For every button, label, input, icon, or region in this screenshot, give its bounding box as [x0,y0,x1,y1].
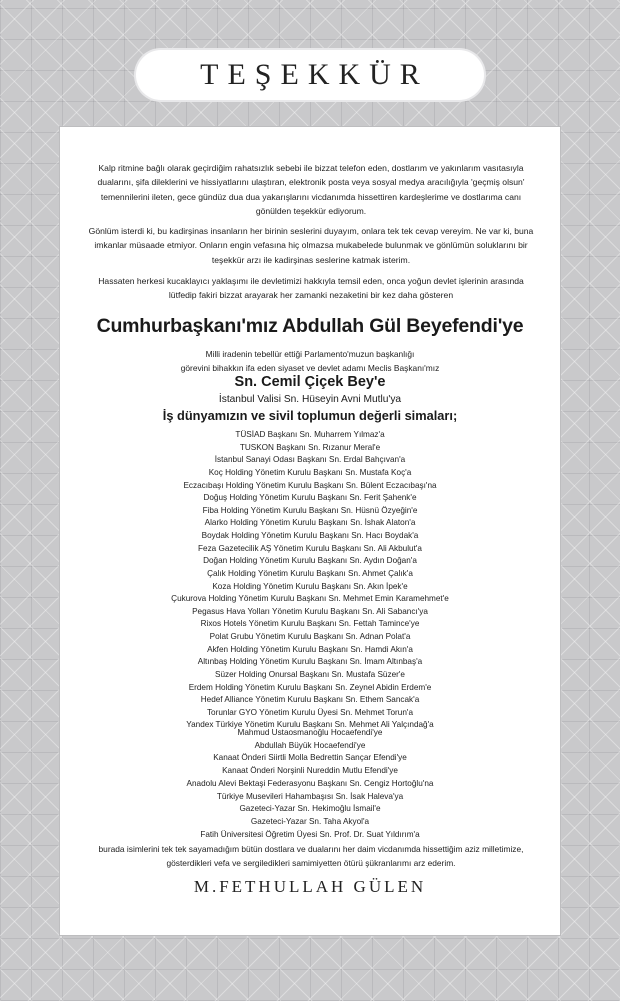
list-item: Süzer Holding Onursal Başkanı Sn. Mustafa Süzer'e [215,669,405,679]
president-headline: Cumhurbaşkanı'mız Abdullah Gül Beyefendi'ye [96,315,524,337]
list-item: Eczacıbaşı Holding Yönetim Kurulu Başkanı Sn. Bülent Eczacıbaşı'na [183,480,437,490]
list-item: Kanaat Önderi Norşinli Nureddin Mutlu Efendi'ye [222,766,398,776]
list-item: Akfen Holding Yönetim Kurulu Başkanı Sn. Hamdi Akın'a [207,644,413,654]
list-item: Doğan Holding Yönetim Kurulu Başkanı Sn. Aydın Doğan'a [203,556,417,566]
list-item: TUSKON Başkanı Sn. Rızanur Meral'e [239,442,381,452]
paragraph-wish: Gönlüm isterdi ki, bu kadirşinas insanların her birinin seslerini duyayım, onlara tek tek cevap vereyim. Ne var ki, buna imkanlar müsaade etmiyor. Onların engin vefasına hiç olmazsa mukabelede bulunmak ve gönlümün soluklarını bir teşekkür arzı ile kadirşinas seslerine katmak isterim. [88,226,534,265]
speaker-headline: Sn. Cemil Çiçek Bey'e [234,374,386,390]
list-item: Türkiye Musevileri Hahambaşısı Sn. İsak Haleva'ya [216,791,404,801]
list-item: Çalık Holding Yönetim Kurulu Başkanı Sn. Ahmet Çalık'a [207,568,413,578]
speaker-intro-line-2: görevini bihakkın ifa eden siyaset ve devlet adamı Meclis Başkanı'mız [180,363,440,373]
paragraph-intro: Kalp ritmine bağlı olarak geçirdiğim rahatsızlık sebebi ile bizzat telefon eden, dostlarım ve yakınlarım vasıtasıyla dualarını, şifa dileklerini ve hissiyatlarını ulaştıran, elektronik posta veya sosyal medya aracılığıyla 'geçmiş olsun' temennilerini ileten, gece gündüz dua dua yakarışlarını vicdanımda hissettiren kardeşlerime ve dostlarıma canı gönülden teşekkür ediyorum. [97,163,525,217]
list-item: Gazeteci-Yazar Sn. Hekimoğlu İsmail'e [239,804,381,814]
letter-card [59,126,561,936]
list-item: Gazeteci-Yazar Sn. Taha Akyol'a [250,816,370,826]
list-item: Altınbaş Holding Yönetim Kurulu Başkanı Sn. İmam Altınbaş'a [197,657,423,667]
signature: M.FETHULLAH GÜLEN [193,877,427,896]
list-item: Koza Holding Yönetim Kurulu Başkanı Sn. Akın İpek'e [212,581,408,591]
closing-paragraph: burada isimlerini tek tek sayamadığım bütün dostlara ve dualarını her daim vicdanımda hissettiğim aziz milletimize, gösterdikleri vefa ve sergiledikleri samimiyetten ötürü şükranlarımı arz ederim. [98,844,524,868]
letter-content [60,127,560,935]
religious-list [60,727,560,841]
list-item: Hedef Alliance Yönetim Kurulu Başkanı Sn. Ethem Sancak'a [200,695,420,705]
governor-line: İstanbul Valisi Sn. Hüseyin Avni Mutlu'ya [218,394,402,405]
page-title: TEŞEKKÜR [200,58,429,91]
list-item: Boydak Holding Yönetim Kurulu Başkanı Sn. Hacı Boydak'a [201,531,419,540]
list-item: Doğuş Holding Yönetim Kurulu Başkanı Sn. Ferit Şahenk'e [203,493,417,503]
business-list [60,429,560,732]
list-item: Koç Holding Yönetim Kurulu Başkanı Sn. Mustafa Koç'a [208,467,412,477]
list-item: Yandex Türkiye Yönetim Kurulu Başkanı Sn. Mehmet Ali Yalçındağ'a [186,720,434,730]
list-item: Polat Grubu Yönetim Kurulu Başkanı Sn. Adnan Polat'a [209,632,411,641]
paragraph-president-intro: Hassaten herkesi kucaklayıcı yaklaşımı ile devletimizi hakkıyla temsil eden, onca yoğun devlet işlerinin arasında lütfedip fakiri bizzat arayarak her zamanki nezaketini bir kez daha gösteren [98,276,524,301]
list-item: İstanbul Sanayi Odası Başkanı Sn. Erdal Bahçıvan'a [214,455,406,465]
list-item: Abdullah Büyük Hocaefendi'ye [254,740,366,750]
list-item: TÜSİAD Başkanı Sn. Muharrem Yılmaz'a [235,430,385,439]
list-item: Çukurova Holding Yönetim Kurulu Başkanı Sn. Mehmet Emin Karamehmet'e [171,594,449,604]
list-item: Pegasus Hava Yolları Yönetim Kurulu Başkanı Sn. Ali Sabancı'ya [192,606,428,616]
list-item: Torunlar GYO Yönetim Kurulu Üyesi Sn. Mehmet Torun'a [206,707,414,717]
list-item: Mahmud Ustaosmanoğlu Hocaefendi'ye [237,728,383,737]
list-item: Feza Gazetecilik AŞ Yönetim Kurulu Başkanı Sn. Ali Akbulut'a [198,543,422,553]
speaker-intro-line-1: Milli iradenin tebellür ettiği Parlamento'muzun başkanlığı [205,349,415,359]
list-item: Fiba Holding Yönetim Kurulu Başkanı Sn. Hüsnü Özyeğin'e [202,505,418,515]
business-heading: İş dünyamızın ve sivil toplumun değerli simaları; [162,408,458,423]
list-item: Anadolu Alevi Bektaşi Federasyonu Başkanı Sn. Cengiz Hortoğlu'na [186,778,434,788]
title-banner [136,50,484,100]
list-item: Rixos Hotels Yönetim Kurulu Başkanı Sn. Fettah Tamince'ye [200,619,420,629]
list-item: Erdem Holding Yönetim Kurulu Başkanı Sn. Zeynel Abidin Erdem'e [188,682,432,692]
list-item: Kanaat Önderi Siirtli Molla Bedrettin Sançar Efendi'ye [213,753,407,763]
list-item: Alarko Holding Yönetim Kurulu Başkanı Sn. İshak Alaton'a [204,518,416,528]
list-item: Fatih Üniversitesi Öğretim Üyesi Sn. Prof. Dr. Suat Yıldırım'a [200,829,420,839]
